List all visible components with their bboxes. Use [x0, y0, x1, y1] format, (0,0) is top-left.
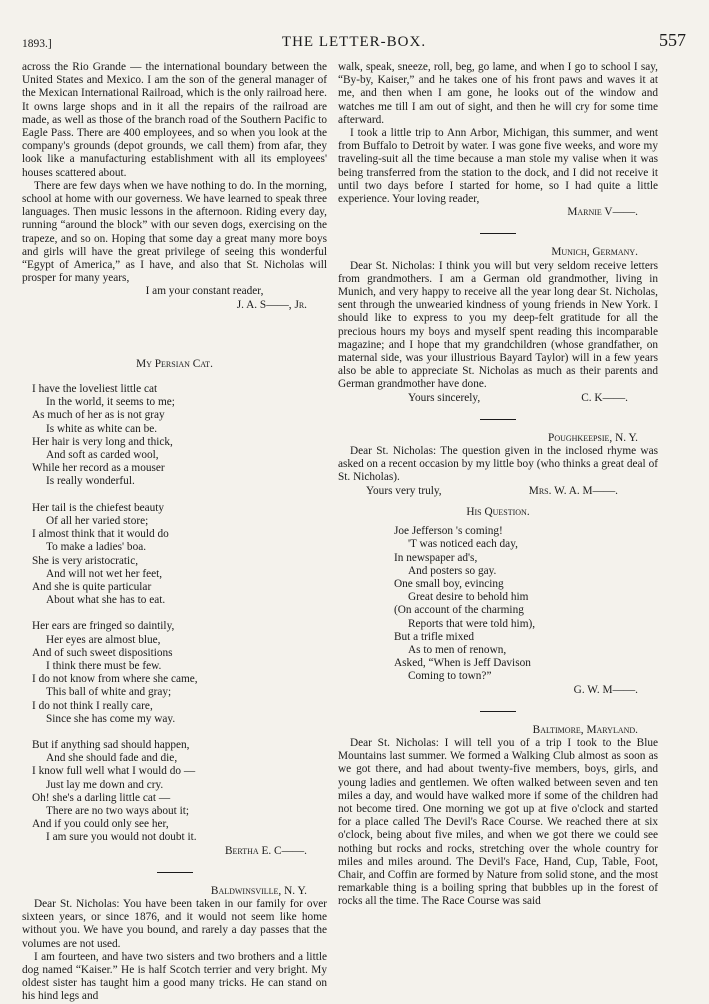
- letter-continuation: walk, speak, sneeze, roll, beg, go lame, and when I go to school I say, “By-by, Kaiser,” and he takes one of his front paws and waves it at me, and then when I am gone, he looks out of the window and watches me till I am out of sight, and then he will cry for some time afterward.: [338, 61, 658, 126]
- poem-stanza: [32, 620, 327, 726]
- poem-line: And of such sweet dispositions: [32, 646, 173, 659]
- poem-line: Oh! she's a darling little cat —: [32, 791, 171, 804]
- letter-closing-line: [338, 485, 658, 498]
- poem-line: She is very aristocratic,: [32, 554, 139, 567]
- poem-line: Of all her varied store;: [46, 514, 149, 527]
- poem-line: Her hair is very long and thick,: [32, 435, 173, 448]
- poem-line: There are no two ways about it;: [46, 804, 190, 817]
- letter-closing: Yours very truly,: [366, 484, 442, 497]
- poem-line: And soft as carded wool,: [46, 449, 159, 462]
- poem-line: Reports that were told him),: [408, 617, 536, 630]
- letter-paragraph: There are few days when we have nothing to do. In the morning, school at home with our governess. We have learned to speak three languages. Then music lessons in the afternoon. Riding every day, running “around the block” with our seven dogs, exercising on the trapeze, and so on. Hoping that some day a great many more boys and girls will have the great privilege of seeing this wonderful “Egypt of America,” as I have, and also that St. Nicholas will prosper for many years,: [22, 179, 327, 285]
- letter-paragraph: Dear St. Nicholas: The question given in the inclosed rhyme was asked on a recent occasion by my little boy (who thinks a great deal of St. Nicholas).: [338, 445, 658, 484]
- poem-line: I am sure you would not doubt it.: [46, 831, 197, 844]
- poem-line: Her eyes are almost blue,: [46, 633, 161, 646]
- section-divider: [480, 419, 516, 420]
- poem-line: About what she has to eat.: [46, 594, 166, 607]
- section-title: THE LETTER-BOX.: [281, 34, 427, 50]
- letter-signature: Marnie V——.: [567, 206, 638, 219]
- poem-line: I think there must be few.: [46, 659, 162, 672]
- poem-line: As much of her as is not gray: [32, 409, 165, 422]
- poem-line: I do not think I really care,: [32, 699, 153, 712]
- year-label: 1893.]: [22, 38, 52, 50]
- poem-line: I have the loveliest little cat: [32, 383, 158, 396]
- poem-line: Her ears are fringed so daintily,: [32, 620, 175, 633]
- left-column: [22, 61, 327, 1004]
- poem-signature: G. W. M——.: [573, 683, 638, 696]
- poem-line: Since she has come my way.: [46, 712, 176, 725]
- poem-line: This ball of white and gray;: [46, 686, 172, 699]
- poem-line: But a trifle mixed: [394, 630, 474, 643]
- letter-signature: C. K——.: [581, 391, 628, 404]
- page-number: 557: [659, 30, 686, 50]
- poem-line: Just lay me down and cry.: [46, 778, 164, 791]
- right-column: [338, 61, 658, 909]
- poem-line: I almost think that it would do: [32, 528, 169, 541]
- letter-closing-line: [338, 392, 658, 405]
- poem-line: In the world, it seems to me;: [46, 396, 175, 409]
- poem-title: His Question.: [466, 505, 530, 518]
- poem-line: To make a ladies' boa.: [46, 541, 147, 554]
- poem-line: But if anything sad should happen,: [32, 738, 190, 751]
- poem-line: Asked, “When is Jeff Davison: [394, 657, 531, 670]
- poem-line: Is white as white can be.: [46, 422, 158, 435]
- poem-line: (On account of the charming: [394, 604, 524, 617]
- section-divider: [480, 711, 516, 712]
- poem-stanza: [32, 739, 327, 845]
- letter-continuation: across the Rio Grande — the international boundary between the United States and Mexico. I am the son of the general manager of the Mexican International Railroad, which is the only railroad here. It owns large shops and in it all the repairs of the railroad are made, as well as those of the branch road of the Southern Pacific to Eagle Pass. There are 400 employees, and so when you look at the company's grounds (depot grounds, we call them) from afar, they look like a manufacturing establishment with all its employees' houses scattered about.: [22, 61, 327, 179]
- letter-closing: Yours sincerely,: [408, 391, 481, 404]
- poem-line: And she is quite particular: [32, 580, 152, 593]
- letter-place: Baldwinsville, N. Y.: [210, 884, 307, 897]
- poem-line: While her record as a mouser: [32, 462, 165, 475]
- poem-stanza: [32, 383, 327, 489]
- poem-title: My Persian Cat.: [136, 357, 213, 370]
- poem-line: Is really wonderful.: [46, 475, 135, 488]
- poem: [32, 383, 327, 845]
- poem-line: 'T was noticed each day,: [408, 538, 518, 551]
- poem-line: Great desire to behold him: [408, 591, 529, 604]
- letter-place: Poughkeepsie, N. Y.: [548, 431, 638, 444]
- letter-place: Baltimore, Maryland.: [532, 723, 638, 736]
- letter-paragraph: I took a little trip to Ann Arbor, Michigan, this summer, and went from Buffalo to Detroit by water. I was gone five weeks, and wore my traveling-suit all the time because a man stole my valise when it was being transferred from the station to the dock, and I did not receive it until two days before I started for home, so I had quite a little experience. Your loving reader,: [338, 127, 658, 206]
- letter-signature: Mrs. W. A. M——.: [528, 484, 618, 497]
- letter-signature: J. A. S——, Jr.: [236, 298, 307, 311]
- poem-line: And she should fade and die,: [46, 752, 178, 765]
- poem: [394, 525, 658, 683]
- section-divider: [480, 233, 516, 234]
- poem-line: As to men of renown,: [408, 643, 507, 656]
- poem-line: And posters so gay.: [408, 564, 497, 577]
- poem-line: One small boy, evincing: [394, 577, 504, 590]
- letter-paragraph: I am fourteen, and have two sisters and two brothers and a little dog named “Kaiser.” He is half Scotch terrier and very bright. My oldest sister has taught him a good many tricks. He can stand on his hind legs and: [22, 950, 327, 1003]
- letter-place: Munich, Germany.: [551, 246, 638, 259]
- section-divider: [157, 872, 193, 873]
- poem-line: And will not wet her feet,: [46, 567, 163, 580]
- poem-line: Joe Jefferson 's coming!: [394, 525, 503, 538]
- poem-line: And if you could only see her,: [32, 818, 169, 831]
- poem-stanza: [32, 502, 327, 608]
- poem-line: In newspaper ad's,: [394, 551, 478, 564]
- letter-paragraph: Dear St. Nicholas: I will tell you of a trip I took to the Blue Mountains last summer. We formed a Walking Club almost as soon as we got there, and had about twenty-five members, boys, girls, and young ladies and gentlemen. We often walked between seven and ten miles a day, and would have walked more if some of the children had not become tired. One morning we got up at five o'clock and started for a place called The Devil's Race Course. We reached there at six o'clock, being about five miles, and when we got there we could see nothing but rocks and rocks, stretching over the whole country for miles and miles around. The Devil's Face, Hand, Cup, Table, Foot, Chair, and Coffin are formed by Nature from solid stone, and the most remarkable thing is a boiling spring that bubbles up in the forest of rocks all the time. The Race Course was said: [338, 736, 658, 908]
- page-header: [22, 30, 686, 54]
- poem-line: Coming to town?”: [408, 670, 492, 683]
- poem-line: I know full well what I would do —: [32, 765, 196, 778]
- poem-line: Her tail is the chiefest beauty: [32, 501, 165, 514]
- poem-line: I do not know from where she came,: [32, 673, 198, 686]
- letter-paragraph: Dear St. Nicholas: I think you will but very seldom receive letters from grandmothers. I am a German old grandmother, living in Munich, and very happy to receive all the year long dear St. Nicholas, sent through the unwearied kindness of young friends in New York. I should like to express to you my deep-felt gratitude for all the precious hours my boys and myself spent reading this incomparable magazine; and I hope that my grandchildren (whose grandfather, on maternal side, was your illustrious Bayard Taylor) will in a few years also be able to appreciate St. Nicholas as much as their parents and German grandmother have done.: [338, 259, 658, 391]
- letter-paragraph: Dear St. Nicholas: You have been taken in our family for over sixteen years, or since 1876, and it would not seem like home without you. We have you bound, and rarely a day passes that the volumes are not used.: [22, 897, 327, 950]
- poem-signature: Bertha E. C——.: [224, 844, 307, 857]
- letter-closing: I am your constant reader,: [145, 285, 264, 298]
